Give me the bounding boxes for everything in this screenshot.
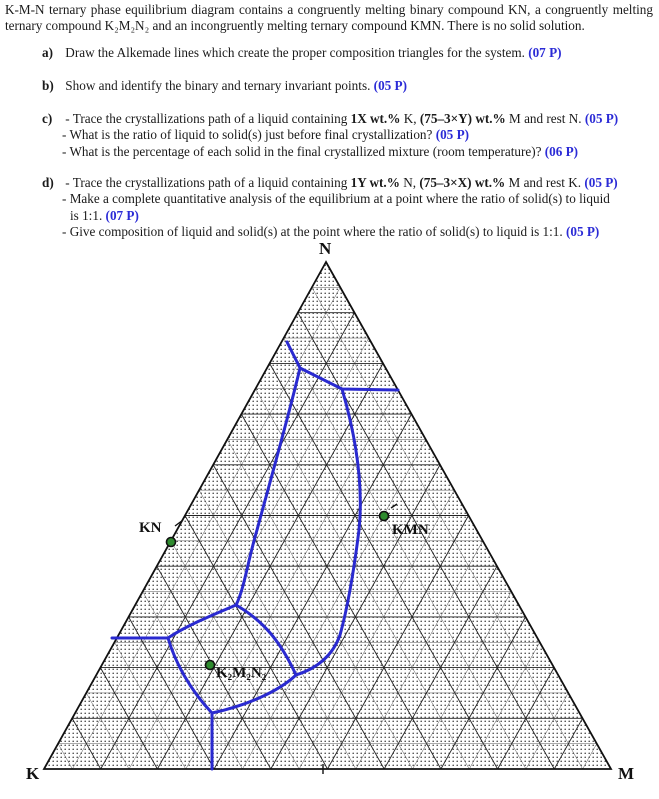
- question-c-line1-bold1: 1X wt.%: [350, 111, 401, 126]
- question-b-label: b): [42, 78, 54, 93]
- compound-label-kn: KN: [139, 520, 162, 536]
- question-c-line1-mid: K,: [403, 111, 417, 126]
- question-c-line1-post: M and rest N.: [509, 111, 582, 126]
- question-d-line1-bold2: (75–3×X) wt.%: [419, 175, 506, 190]
- question-a-label: a): [42, 45, 53, 60]
- question-d-line1-mid: N,: [403, 175, 417, 190]
- compound-label-k2m2n2: K₂M₂N₂: [216, 665, 267, 681]
- vertex-label-k: K: [26, 764, 40, 783]
- question-c-line3-points: (06 P): [544, 143, 579, 159]
- question-d-line3-points: (05 P): [565, 224, 600, 240]
- question-c-line1-bold2: (75–3×Y) wt.%: [419, 111, 506, 126]
- question-d-label: d): [42, 175, 54, 190]
- question-c-line1-points: (05 P): [584, 111, 619, 126]
- question-c-line1-pre: - Trace the crystallizations path of a liquid containing: [65, 111, 348, 126]
- question-d-line2-cont: is 1:1.: [70, 207, 103, 223]
- question-c-label: c): [42, 111, 53, 126]
- question-d-line1-bold1: 1Y wt.%: [350, 175, 400, 190]
- question-a-text: Draw the Alkemade lines which create the proper composition triangles for the system.: [65, 45, 525, 60]
- vertex-label-m: M: [618, 764, 635, 783]
- question-c-line2-text: - What is the ratio of liquid to solid(s) just before final crystallization?: [62, 127, 433, 143]
- vertex-label-n: N: [319, 239, 332, 258]
- kmn-compound-marker: [380, 512, 389, 521]
- question-d-line1-pre: - Trace the crystallizations path of a liquid containing: [65, 175, 348, 190]
- k2m2n2-compound-marker: [206, 661, 215, 670]
- question-c-line3-text: - What is the percentage of each solid in the final crystallized mixture (room temperature)?: [62, 143, 542, 159]
- question-c-line2-points: (05 P): [435, 127, 470, 143]
- question-d-line1-post: M and rest K.: [508, 175, 582, 190]
- problem-intro: K-M-N ternary phase equilibrium diagram contains a congruently melting binary compound KN, a congruently melting ternary compound K₂M₂N₂ and an incongruently melting ternary compound KMN. There is no solid solution.: [5, 2, 653, 34]
- kn-compound-marker: [167, 538, 176, 547]
- question-d-line2-text: - Make a complete quantitative analysis of the equilibrium at a point where the ratio of solid(s) to liquid: [62, 191, 610, 207]
- question-b-text: Show and identify the binary and ternary invariant points.: [65, 78, 371, 93]
- compound-label-kmn: KMN: [392, 522, 429, 538]
- question-d-line3-text: - Give composition of liquid and solid(s) at the point where the ratio of solid(s) to liquid is 1:1.: [62, 224, 563, 240]
- question-b-points: (05 P): [373, 78, 407, 93]
- question-d-line2-points: (07 P): [105, 207, 139, 223]
- question-d-line1-points: (05 P): [584, 175, 618, 190]
- question-a-points: (07 P): [528, 45, 562, 60]
